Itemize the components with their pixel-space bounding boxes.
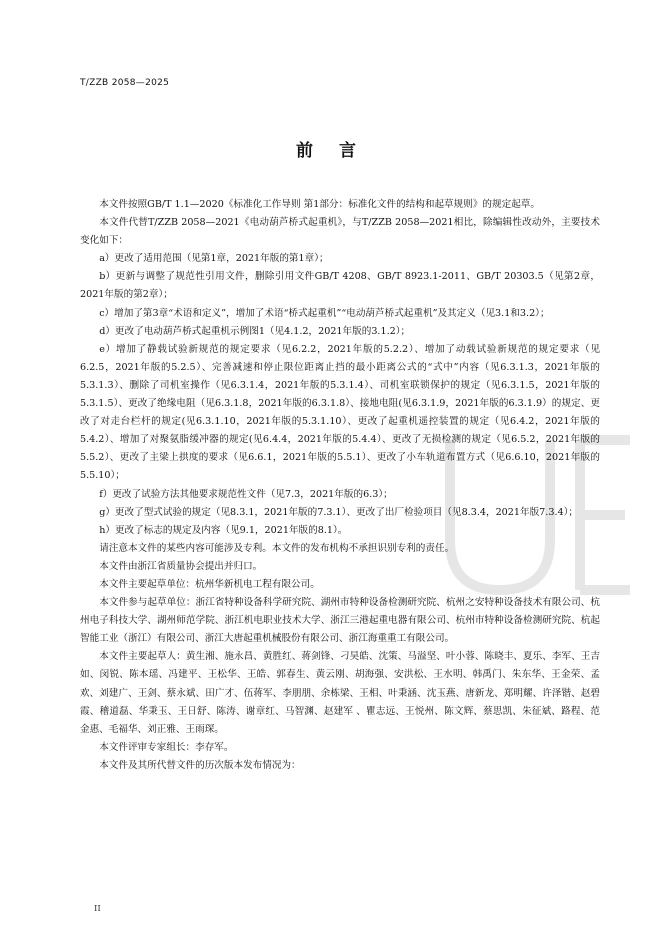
change-item-h: h）更改了标志的规定及内容（见9.1，2021年版的8.1）。: [99, 524, 348, 536]
page-number: II: [94, 904, 101, 914]
change-item-e: e）增加了静载试验新规范的规定要求（见6.2.2，2021年版的5.2.2）、增加了动载试验新规范的规定要求（见6.2.5，2021年版的5.2.5）、完善减速和停止限位距离止挡的最小距离公式的“式中”内容（见6.3.1.3，2021年版的5.3.1.3）、删除了司机室操作（见6.3.1.4，2021年版的5.3.1.4）、司机室联锁保护的规定（见6.3.1.5，2021年版的5.3.1.5）、更改了绝缘电阻（见6.3.1.8，2021年版的6.3.1.8）、接地电阻(见6.3.1.9，2021年版的6.3.1.9）的规定、更改了对走台栏杆的规定(见6.3.1.10，2021年版的5.3.1.10）、更改了起重机遥控装置的规定（见6.4.2，2021年版的5.4.2）、增加了对聚氨脂缓冲器的规定(见6.4.4，2021年版的5.4.4）、更改了无损检测的规定（见6.5.2，2021年版的5.5.2）、更改了主梁上拱度的要求（见6.6.1，2021年版的5.5.1）、更改了小车轨道布置方式（见6.6.10，2021年版的5.5.10）；: [80, 343, 600, 482]
paragraph-main-drafters: 本文件主要起草人：黄生湘、施永昌、黄胜红、蒋剑锋、刁昊皓、沈策、马溢坚、叶小蓉、陈晓丰、夏乐、李军、王吉如、闵锐、陈本瑶、冯建平、王松华、王皓、郭春生、黄云刚、胡海强、安洪松、王水明、韩禹门、朱东华、王金荣、孟欢、刘建广、王剑、蔡永斌、田广才、伍蒋军、李朋朋、余栋梁、王相、叶秉涵、沈玉燕、唐新龙、郑明耀、许泽锴、赵碧霞、稽道磊、华秉玉、王日舒、陈涛、谢章红、马智渊、赵建军 、瞿志远、王悦州、陈文辉、蔡思凯、朱征斌、路程、范金惠、毛福华、刘正雅、王雨琛。: [80, 651, 600, 735]
paragraph-participating-units: 本文件参与起草单位：浙江省特种设备科学研究院、湖州市特种设备检测研究院、杭州之安特种设备技术有限公司、杭州电子科技大学、湖州师范学院、浙江机电职业技术大学、浙江三港起重电器有限公司、杭州市特种设备检测研究院、杭起智能工业（浙江）有限公司、浙江大唐起重机械股份有限公司、浙江海重重工有限公司。: [80, 597, 600, 645]
paragraph-patent-notice: 请注意本文件的某些内容可能涉及专利。本文件的发布机构不承担识别专利的责任。: [99, 542, 455, 554]
change-item-d: d）更改了电动葫芦桥式起重机示例图1（见4.1.2，2021年版的3.1.2）；: [99, 325, 411, 337]
change-item-g: g）更改了型式试验的规定（见8.3.1，2021年版的7.3.1）、更改了出厂检验项目（见8.3.4，2021年版7.3.4）；: [99, 506, 578, 518]
change-item-c: c）增加了第3章“术语和定义”，增加了术语“桥式起重机”“电动葫芦桥式起重机”及其定义（见3.1和3.2）；: [99, 307, 550, 319]
foreword-body: [80, 196, 600, 775]
document-code: T/ZZB 2058—2025: [80, 78, 170, 88]
change-item-b: b）更新与调整了规范性引用文件，删除引用文件GB/T 4208、GB/T 8923.1-2011、GB/T 20303.5（见第2章，2021年版的第2章）；: [80, 271, 600, 301]
paragraph-drafting-rules: 本文件按照GB/T 1.1—2020《标准化工作导则 第1部分：标准化文件的结构和起草规则》的规定起草。: [99, 199, 540, 210]
change-item-f: f）更改了试验方法其他要求规范性文件（见7.3，2021年版的6.3）；: [99, 488, 393, 500]
page-title: 前 言: [296, 141, 366, 161]
change-item-a: a）更改了适用范围（见第1章，2021年版的第1章）；: [99, 253, 329, 265]
paragraph-review-leader: 本文件评审专家组长：李存军。: [99, 741, 234, 753]
paragraph-replacement: 本文件代替T/ZZB 2058—2021《电动葫芦桥式起重机》，与T/ZZB 2058—2021相比，除编辑性改动外，主要技术变化如下：: [80, 217, 600, 247]
paragraph-main-drafting-unit: 本文件主要起草单位：杭州华新机电工程有限公司。: [99, 578, 320, 590]
paragraph-version-history: 本文件及其所代替文件的历次版本发布情况为：: [99, 759, 301, 771]
paragraph-proposer: 本文件由浙江省质量协会提出并归口。: [99, 560, 263, 572]
